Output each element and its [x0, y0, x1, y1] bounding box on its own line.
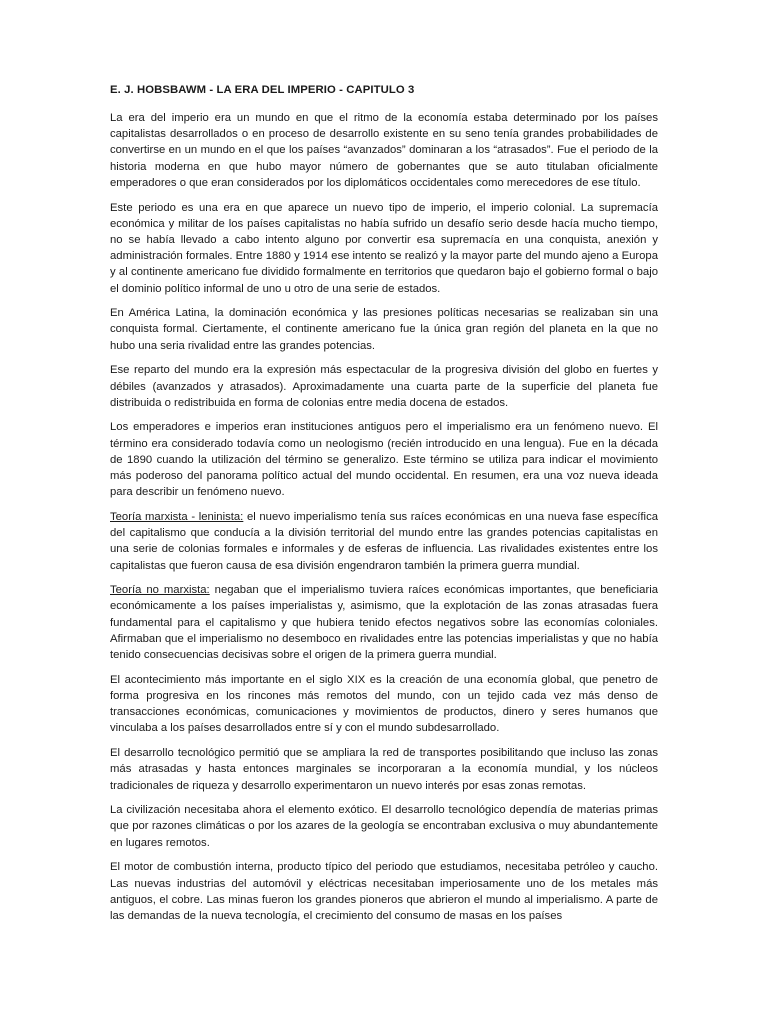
paragraph-text: El acontecimiento más importante en el siglo XIX es la creación de una economía global, que penetro de forma progresiva en los rincones más remotos del mundo, con un tejido cada vez más denso de transacciones económicas, comunicaciones y movimientos de productos, dinero y seres humanos que vinculaba a los países desarrollados entre sí y con el mundo subdesarrollado.	[110, 673, 658, 735]
paragraph-5	[110, 419, 658, 500]
document-title: E. J. HOBSBAWM - LA ERA DEL IMPERIO - CAPITULO 3	[110, 84, 415, 96]
paragraph-8	[110, 672, 658, 737]
paragraph-6	[110, 509, 658, 574]
paragraph-4	[110, 362, 658, 411]
paragraph-text: El desarrollo tecnológico permitió que se ampliara la red de transportes posibilitando que incluso las zonas más atrasadas y hasta entonces marginales se incorporaran a la economía mundial, y los núcleos tradicionales de riqueza y desarrollo experimentaron un nuevo interés por esas zonas remotas.	[110, 747, 658, 792]
paragraph-3	[110, 305, 658, 354]
paragraph-text: el nuevo imperialismo tenía sus raíces económicas en una nueva fase específica del capitalismo que conducía a la división territorial del mundo entre las grandes potencias capitalistas en una serie de colonias formales e informales y de esferas de influencia. Las rivalidades existentes entre los capitalistas que fueron causa de esa división engendraron también la primera guerra mundial.	[110, 510, 658, 572]
paragraph-1	[110, 110, 658, 191]
paragraph-lead-heading: Teoría marxista - leninista:	[110, 510, 244, 523]
paragraph-9	[110, 745, 658, 794]
paragraph-lead-heading: Teoría no marxista:	[110, 584, 210, 597]
paragraph-10	[110, 802, 658, 851]
paragraph-text: La civilización necesitaba ahora el elemento exótico. El desarrollo tecnológico dependía de materias primas que por razones climáticas o por los azares de la geología se encontraban exclusiva o muy abundantemente en lugares remotos.	[110, 804, 658, 849]
paragraph-2	[110, 200, 658, 297]
paragraph-text: El motor de combustión interna, producto típico del periodo que estudiamos, necesitaba petróleo y caucho. Las nuevas industrias del automóvil y eléctricas necesitaban imperiosamente uno de los metales más antiguos, el cobre. Las minas fueron los grandes pioneros que abrieron el mundo al imperialismo. A parte de las demandas de la nueva tecnología, el crecimiento del consumo de masas en los países	[110, 861, 658, 922]
paragraph-text: Ese reparto del mundo era la expresión más espectacular de la progresiva división del globo en fuertes y débiles (avanzados y atrasados). Aproximadamente una cuarta parte de la superficie del planeta fue distribuida o redistribuida en forma de colonias entre media docena de estados.	[110, 364, 658, 409]
paragraph-text: Este periodo es una era en que aparece un nuevo tipo de imperio, el imperio colonial. La supremacía económica y militar de los países capitalistas no había sufrido un desafío serio desde hacía mucho tiempo, no se había llevado a cabo intento alguno por convertir esa supremacía en una conquista, anexión y administración formales. Entre 1880 y 1914 ese intento se realizó y la mayor parte del mundo ajeno a Europa y al continente americano fue dividido formalmente en territorios que quedaron bajo el gobierno formal o bajo el dominio político informal de uno u otro de una serie de estados.	[110, 201, 658, 295]
paragraph-text: La era del imperio era un mundo en que el ritmo de la economía estaba determinado por los países capitalistas desarrollados o en proceso de desarrollo existente en su seno tenía grandes probabilidades de convertirse en un mundo en el que los países “avanzados” dominaran a los “atrasados”. Fue el periodo de la historia moderna en que hubo mayor número de gobernantes que se auto titulaban oficialmente emperadores o que eran considerados por los diplomáticos occidentales como merecedores de ese título.	[110, 112, 658, 189]
paragraph-text: En América Latina, la dominación económica y las presiones políticas necesarias se realizaban sin una conquista formal. Ciertamente, el continente americano fue la única gran región del planeta en la que no hubo una seria rivalidad entre las grandes potencias.	[110, 307, 658, 352]
paragraph-text: negaban que el imperialismo tuviera raíces económicas importantes, que beneficiaria económicamente a los países imperialistas y, asimismo, que la explotación de las zonas atrasadas fuera fundamental para el capitalismo y que hubiera tenido efectos negativos sobre las economías coloniales. Afirmaban que el imperialismo no desemboco en rivalidades entre las potencias imperialistas y que no había tenido consecuencias decisivas sobre el origen de la primera guerra mundial.	[110, 584, 658, 662]
paragraph-11	[110, 859, 658, 924]
paragraph-7	[110, 582, 658, 663]
paragraph-text: Los emperadores e imperios eran instituciones antiguos pero el imperialismo era un fenómeno nuevo. El término era considerado todavía como un neologismo (recién introducido en una lengua). Fue en la década de 1890 cuando la utilización del término se generalizo. Este término se utiliza para indicar el movimiento más poderoso del panorama político actual del mundo occidental. En resumen, era una voz nueva ideada para describir un fenómeno nuevo.	[110, 421, 658, 499]
